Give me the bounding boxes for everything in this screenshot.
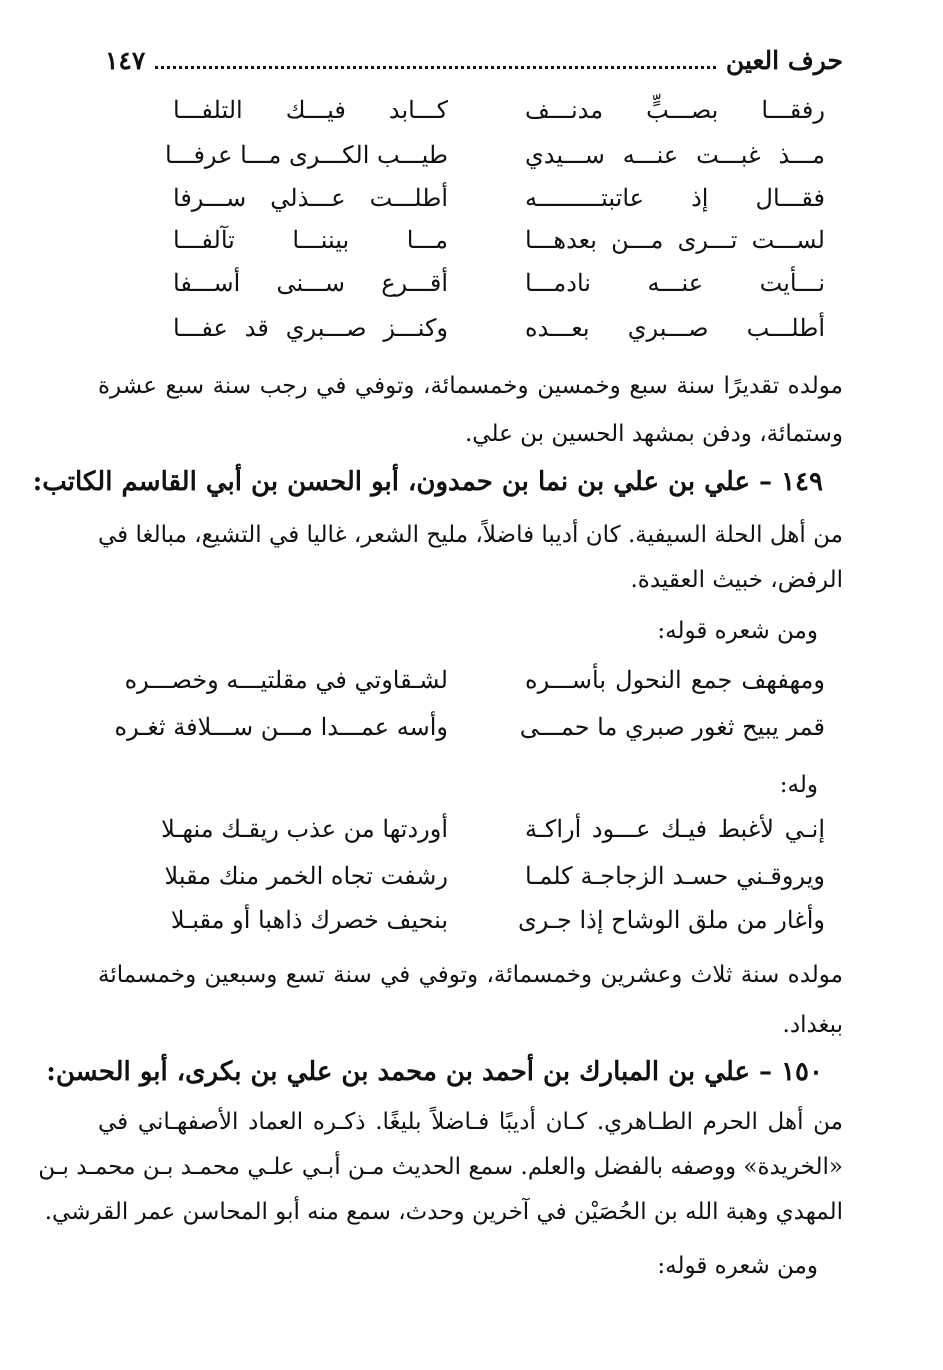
verse-right-hemistich: وأغار من ملق الوشاح إذا جـرى (517, 906, 825, 934)
paragraph-line: مولده سنة ثلاث وعشرين وخمسمائة، وتوفي في سنة تسع وسبعين وخمسمائة (98, 962, 843, 988)
poetry-intro: ومن شعره قوله: (657, 1253, 818, 1279)
verse-left-hemistich: أوردتها من عذب ريقـك منهـلا (161, 815, 448, 843)
verse-right-hemistich: مـــذ غبـــت عنـــه ســـيدي (525, 141, 825, 169)
paragraph-line: من أهل الحرم الطـاهري. كـان أديبًا فـاضلاً بليغًا. ذكـره العماد الأصفهـاني في (98, 1109, 843, 1135)
paragraph-line: مولده تقديرًا سنة سبع وخمسين وخمسمائة، وتوفي في رجب سنة سبع عشرة (98, 373, 843, 399)
entry-heading-150: ١٥٠ – علي بن المبارك بن أحمد بن محمد بن علي بن بكرى، أبو الحسن: (46, 1057, 823, 1087)
verse-right-hemistich: ويروقـني حسـد الزجاجـة كلمـا (525, 862, 825, 890)
leader-dots (155, 52, 716, 69)
paragraph-line: المهدي وهبة الله بن الحُصَيْن في آخرين وحدث، سمع منه أبو المحاسن عمر القرشي. (44, 1199, 843, 1225)
paragraph-line: ببغداد. (782, 1012, 843, 1038)
verse-right-hemistich: قمر يبيح ثغور صبري ما حمـــى (519, 713, 825, 741)
paragraph-line: «الخريدة» ووصفه بالفضل والعلم. سمع الحديث مـن أبـي علـي محمـد بـن محمـد بـن (38, 1154, 843, 1180)
poetry-intro: ومن شعره قوله: (657, 618, 818, 644)
paragraph-line: الرفض، خبيث العقيدة. (630, 567, 843, 593)
verse-left-hemistich: بنحيف خصرك ذاهبا أو مقبـلا (170, 906, 448, 934)
entry-heading-149: ١٤٩ – علي بن علي بن نما بن حمدون، أبو الحسن بن أبي القاسم الكاتب: (32, 467, 823, 497)
verse-left-hemistich: طيـــب الكـــرى مـــا عرفـــا (165, 141, 448, 169)
verse-left-hemistich: مـــا بيننـــا تآلفـــا (173, 226, 448, 254)
verse-right-hemistich: ومهفهف جمع النحول بأســـره (525, 666, 825, 694)
verse-right-hemistich: نـــأيت عنـــه نادمـــا (525, 269, 825, 297)
poetry-intro: وله: (779, 772, 818, 798)
verse-left-hemistich: أقـــرع ســـنى أســـفا (173, 269, 448, 297)
verse-left-hemistich: وأسه عمـــدا مـــن ســـلافة ثغـره (114, 713, 448, 741)
verse-right-hemistich: لســـت تـــرى مـــن بعدهـــا (525, 226, 825, 254)
verse-right-hemistich: فقـــال إذ عاتبتـــــــــه (525, 184, 825, 212)
verse-right-hemistich: أطلـــب صـــبري بعـــده (525, 314, 825, 342)
verse-left-hemistich: كـــابد فيـــك التلفـــا (173, 96, 448, 124)
running-header (105, 40, 843, 80)
page-number: ١٤٧ (105, 45, 146, 75)
chapter-title: حرف العين (725, 45, 843, 75)
verse-left-hemistich: أطلـــت عـــذلي ســـرفا (173, 184, 448, 212)
verse-left-hemistich: لشـقاوتي في مقلتيـــه وخصـــره (124, 666, 448, 694)
verse-right-hemistich: رفقـــا بصـــبٍّ مدنـــف (525, 96, 825, 124)
paragraph-line: من أهل الحلة السيفية. كان أديبا فاضلاً، مليح الشعر، غاليا في التشيع، مبالغا في (98, 522, 843, 548)
verse-right-hemistich: إنـي لأغبط فيـك عـــود أراكـة (525, 815, 825, 843)
verse-left-hemistich: رشفت تجاه الخمر منك مقبلا (164, 862, 448, 890)
paragraph-line: وستمائة، ودفن بمشهد الحسين بن علي. (464, 421, 843, 447)
verse-left-hemistich: وكنـــز صـــبري قد عفـــا (173, 314, 448, 342)
